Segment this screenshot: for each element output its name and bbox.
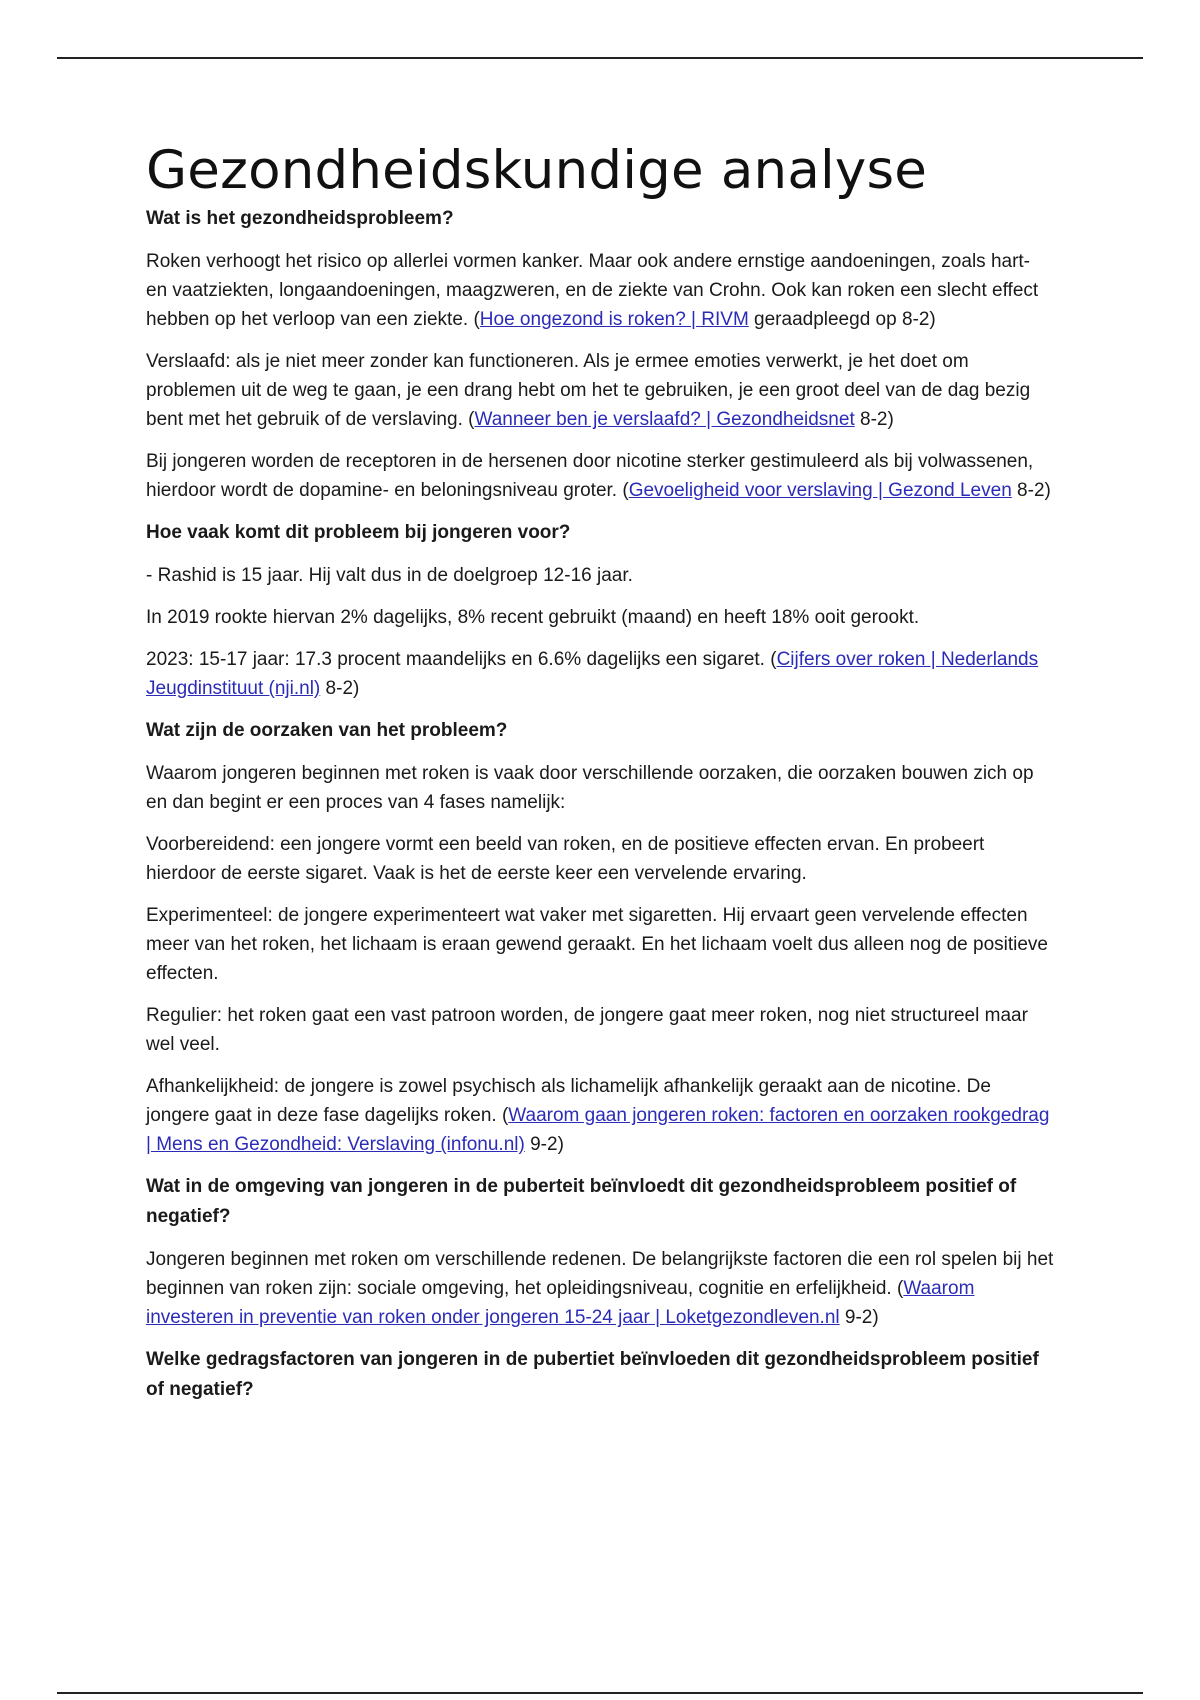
paragraph: Afhankelijkheid: de jongere is zowel psychisch als lichamelijk afhankelijk geraakt aan de nicotine. De jongere gaat in deze fase dagelijks roken. (Waarom gaan jongeren roken: factoren en oorzaken rookgedrag | Mens en Gezondheid: Verslaving (infonu.nl) 9-2) bbox=[146, 1076, 1050, 1156]
paragraph: Bij jongeren worden de receptoren in de hersenen door nicotine sterker gestimuleerd als bij volwassenen, hierdoor wordt de dopamine- en beloningsniveau groter. (Gevoeligheid voor verslaving | Gezond Leven 8-2) bbox=[146, 451, 1051, 502]
paragraph: Verslaafd: als je niet meer zonder kan functioneren. Als je ermee emoties verwerkt, je het doet om problemen uit de weg te gaan, je een drang hebt om het te gebruiken, je een groot deel van de dag bezig bent met het gebruik of de verslaving. (Wanneer ben je verslaafd? | Gezondheidsnet 8-2) bbox=[146, 351, 1031, 431]
source-link-rivm[interactable]: Hoe ongezond is roken? | RIVM bbox=[479, 309, 749, 331]
section-environment bbox=[146, 1172, 1056, 1332]
paragraph: In 2019 rookte hiervan 2% dagelijks, 8% recent gebruikt (maand) en heeft 18% ooit gerookt. bbox=[146, 607, 920, 629]
source-link-gezond-leven[interactable]: Gevoeligheid voor verslaving | Gezond Leven bbox=[628, 480, 1012, 502]
source-link-infonu[interactable]: Waarom gaan jongeren roken: factoren en oorzaken rookgedrag | Mens en Gezondheid: Verslaving (infonu.nl) bbox=[146, 1105, 1050, 1156]
section-question: Wat is het gezondheidsprobleem? bbox=[146, 208, 454, 230]
section-causes bbox=[146, 716, 1056, 1159]
paragraph: Jongeren beginnen met roken om verschillende redenen. De belangrijkste factoren die een rol spelen bij het beginnen van roken zijn: sociale omgeving, het opleidingsniveau, cognitie en erfelijkheid. (Waarom investeren in preventie van roken onder jongeren 15-24 jaar | Loketgezondleven.nl 9-2) bbox=[146, 1249, 1054, 1329]
section-question: Wat zijn de oorzaken van het probleem? bbox=[146, 720, 508, 742]
paragraph: Regulier: het roken gaat een vast patroon worden, de jongere gaat meer roken, nog niet structureel maar wel veel. bbox=[146, 1005, 1028, 1056]
paragraph: Voorbereidend: een jongere vormt een beeld van roken, en de positieve effecten ervan. En probeert hierdoor de eerste sigaret. Vaak is het de eerste keer een vervelende ervaring. bbox=[146, 834, 985, 885]
paragraph: Roken verhoogt het risico op allerlei vormen kanker. Maar ook andere ernstige aandoeningen, zoals hart- en vaatziekten, longaandoeningen, maagzweren, en de ziekte van Crohn. Ook kan roken een slecht effect hebben op het verloop van een ziekte. (Hoe ongezond is roken? | RIVM geraadpleegd op 8-2) bbox=[146, 251, 1039, 331]
document-body bbox=[146, 142, 1056, 1418]
paragraph: Experimenteel: de jongere experimenteert wat vaker met sigaretten. Hij ervaart geen vervelende effecten meer van het roken, het lichaam is eraan gewend geraakt. En het lichaam voelt dus alleen nog de positieve effecten. bbox=[146, 905, 1048, 985]
section-question: Wat in de omgeving van jongeren in de puberteit beïnvloedt dit gezondheidsprobleem positief of negatief? bbox=[146, 1176, 1017, 1228]
section-question: Welke gedragsfactoren van jongeren in de pubertiet beïnvloeden dit gezondheidsprobleem positief of negatief? bbox=[146, 1349, 1039, 1401]
paragraph: - Rashid is 15 jaar. Hij valt dus in de doelgroep 12-16 jaar. bbox=[146, 565, 633, 587]
footer-rule bbox=[57, 1692, 1143, 1694]
document-title: Gezondheidskundige analyse bbox=[146, 140, 928, 201]
source-link-gezondheidsnet[interactable]: Wanneer ben je verslaafd? | Gezondheidsnet bbox=[474, 409, 855, 431]
paragraph: Waarom jongeren beginnen met roken is vaak door verschillende oorzaken, die oorzaken bouwen zich op en dan begint er een proces van 4 fases namelijk: bbox=[146, 763, 1034, 814]
section-question: Hoe vaak komt dit probleem bij jongeren voor? bbox=[146, 522, 571, 544]
paragraph: 2023: 15-17 jaar: 17.3 procent maandelijks en 6.6% dagelijks een sigaret. (Cijfers over roken | Nederlands Jeugdinstituut (nji.nl) 8-2) bbox=[146, 649, 1039, 700]
source-link-loketgezondleven[interactable]: Waarom investeren in preventie van roken onder jongeren 15-24 jaar | Loketgezondleven.nl bbox=[146, 1278, 975, 1329]
section-prevalence bbox=[146, 518, 1056, 703]
section-health-problem bbox=[146, 204, 1056, 505]
section-behavior bbox=[146, 1345, 1056, 1405]
source-link-nji[interactable]: Cijfers over roken | Nederlands Jeugdinstituut (nji.nl) bbox=[146, 649, 1039, 700]
header-rule bbox=[57, 57, 1143, 59]
